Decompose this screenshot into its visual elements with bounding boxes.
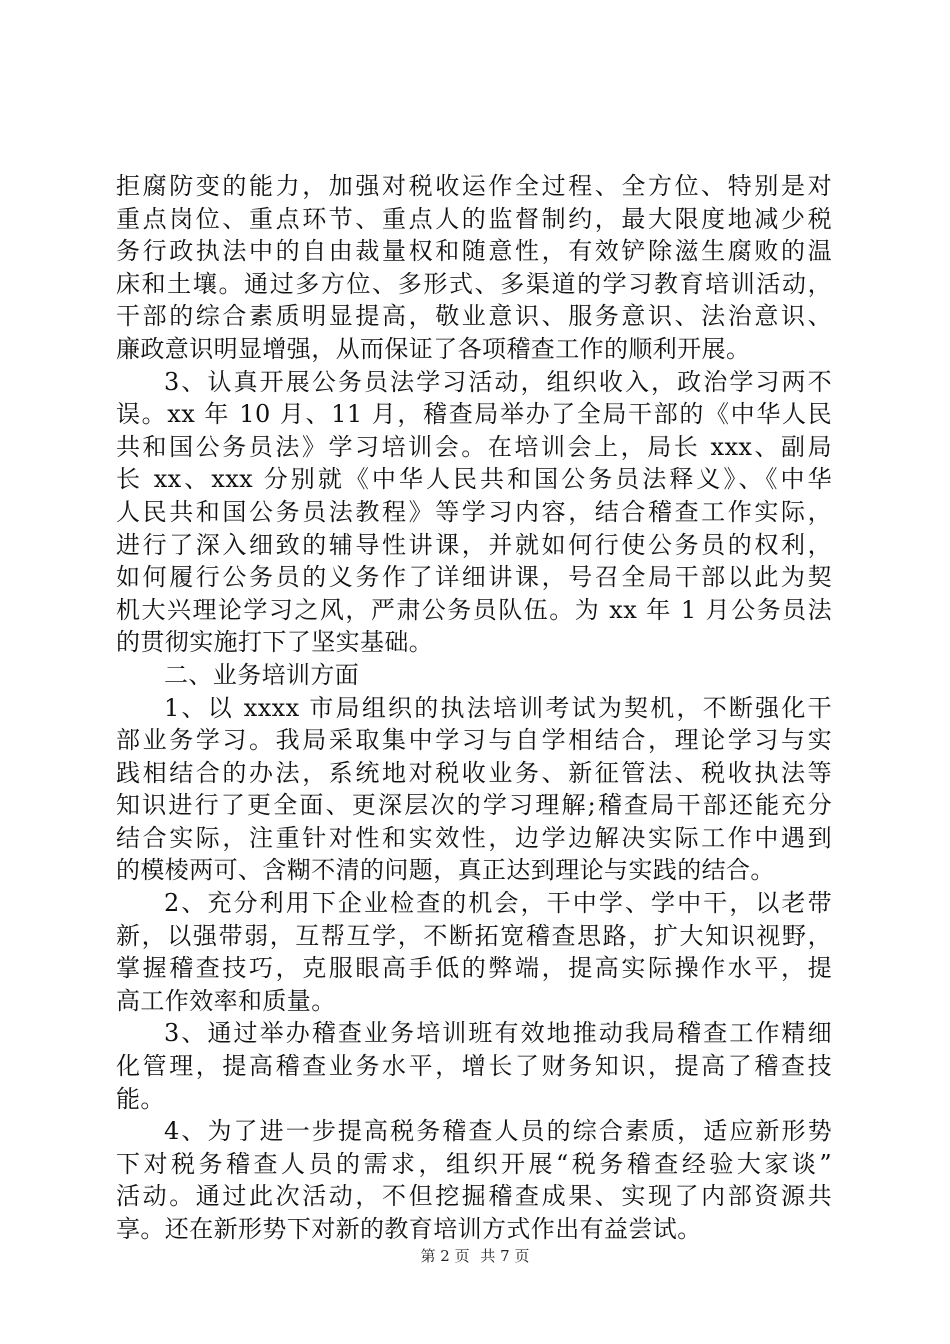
text-line: 部业务学习。我局采取集中学习与自学相结合，理论学习与实 — [116, 726, 832, 755]
text-line: 廉政意识明显增强，从而保证了各项稽查工作的顺利开展。 — [116, 334, 751, 363]
text-line: 高工作效率和质量。 — [116, 986, 336, 1015]
text-line: 3、通过举办稽查业务培训班有效地推动我局稽查工作精细 — [164, 1019, 832, 1048]
text-line: 化管理，提高稽查业务水平，增长了财务知识，提高了稽查技 — [116, 1052, 832, 1081]
text-line: 新，以强带弱，互帮互学，不断拓宽稽查思路，扩大知识视野， — [116, 921, 832, 950]
text-line: 务行政执法中的自由裁量权和随意性，有效铲除滋生腐败的温 — [116, 237, 832, 266]
text-line: 长 xx、xxx 分别就《中华人民共和国公务员法释义》、《中华 — [116, 465, 832, 494]
document-body — [116, 170, 832, 1246]
text-line: 的模棱两可、含糊不清的问题，真正达到理论与实践的结合。 — [116, 856, 775, 885]
text-line: 如何履行公务员的义务作了详细讲课，号召全局干部以此为契 — [116, 563, 832, 592]
text-line: 知识进行了更全面、更深层次的学习理解;稽查局干部还能充分 — [116, 791, 832, 820]
text-line: 干部的综合素质明显提高，敬业意识、服务意识、法治意识、 — [116, 302, 832, 331]
text-line: 误。xx 年 10 月、11 月，稽查局举办了全局干部的《中华人民 — [116, 400, 832, 429]
text-line: 掌握稽查技巧，克服眼高手低的弊端，提高实际操作水平，提 — [116, 954, 832, 983]
page-number: 第 2 页 — [420, 1247, 470, 1265]
text-line: 共和国公务员法》学习培训会。在培训会上，局长 xxx、副局 — [116, 432, 832, 461]
text-line: 进行了深入细致的辅导性讲课，并就如何行使公务员的权利， — [116, 530, 832, 559]
page-total: 共 7 页 — [480, 1247, 530, 1265]
text-line: 拒腐防变的能力，加强对税收运作全过程、全方位、特别是对 — [116, 172, 832, 200]
text-line: 4、为了进一步提高税务稽查人员的综合素质，适应新形势 — [164, 1117, 832, 1146]
text-line: 下对税务稽查人员的需求，组织开展“税务稽查经验大家谈” — [116, 1149, 832, 1178]
text-line: 机大兴理论学习之风，严肃公务员队伍。为 xx 年 1 月公务员法 — [116, 595, 832, 624]
text-line: 床和土壤。通过多方位、多形式、多渠道的学习教育培训活动， — [116, 269, 832, 298]
text-line: 能。 — [116, 1084, 165, 1113]
text-line: 人民共和国公务员法教程》等学习内容，结合稽查工作实际， — [116, 497, 832, 526]
text-line: 重点岗位、重点环节、重点人的监督制约，最大限度地减少税 — [116, 204, 832, 233]
text-line: 活动。通过此次活动，不但挖掘稽查成果、实现了内部资源共 — [116, 1182, 832, 1211]
text-line: 1、以 xxxx 市局组织的执法培训考试为契机，不断强化干 — [164, 693, 832, 722]
text-line: 结合实际，注重针对性和实效性，边学边解决实际工作中遇到 — [116, 823, 832, 852]
text-line: 的贯彻实施打下了坚实基础。 — [116, 628, 434, 657]
text-line: 3、认真开展公务员法学习活动，组织收入，政治学习两不 — [164, 367, 832, 396]
text-line: 践相结合的办法，系统地对税收业务、新征管法、税收执法等 — [116, 758, 832, 787]
text-line: 2、充分利用下企业检查的机会，干中学、学中干，以老带 — [164, 889, 832, 918]
text-line: 享。还在新形势下对新的教育培训方式作出有益尝试。 — [116, 1215, 702, 1243]
page-footer — [0, 1245, 950, 1266]
text-line: 二、业务培训方面 — [164, 660, 360, 689]
